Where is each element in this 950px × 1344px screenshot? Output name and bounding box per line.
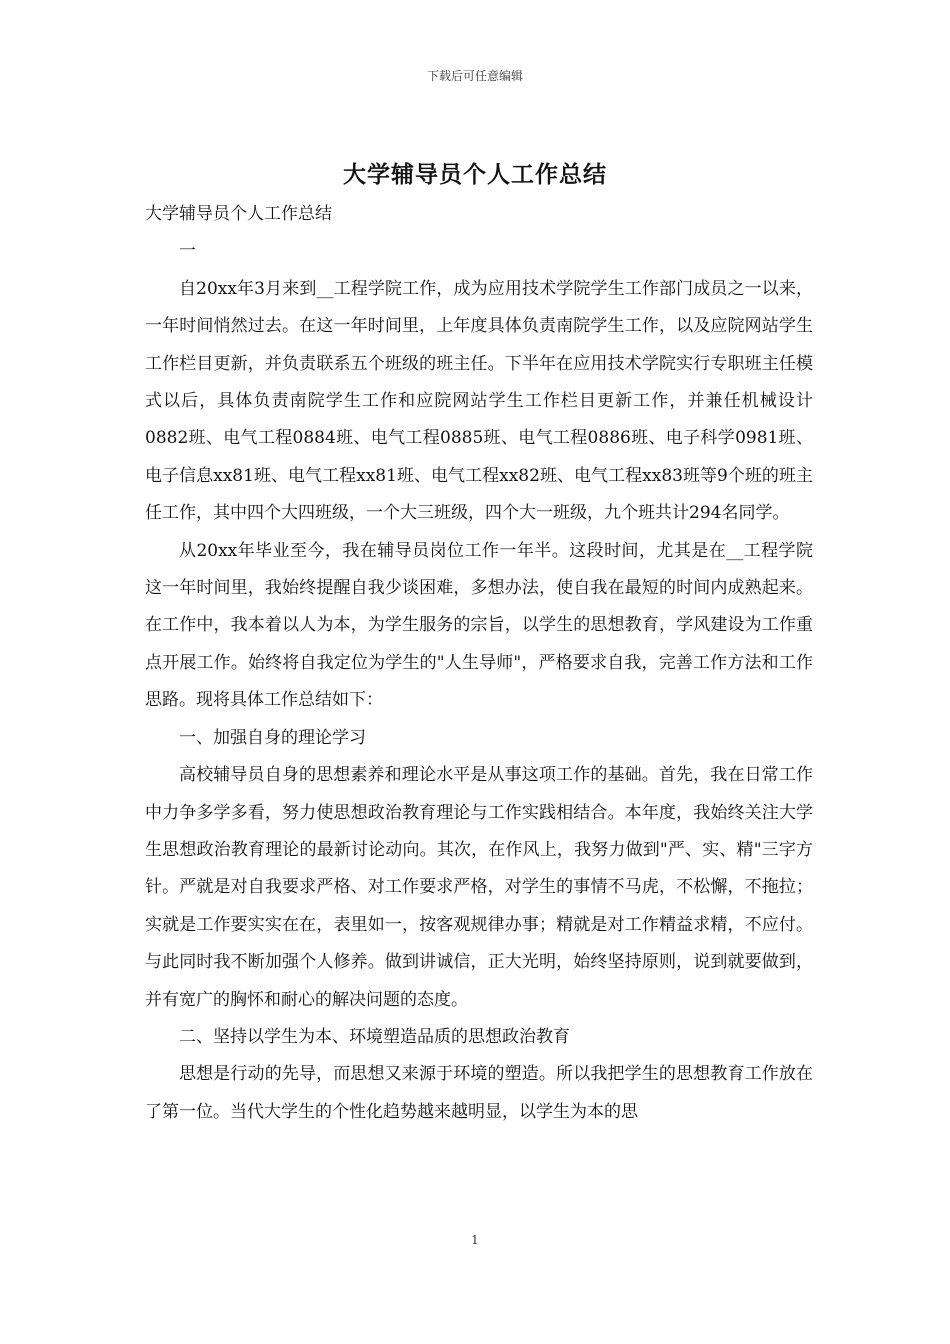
body-paragraph: 自20xx年3月来到__工程学院工作，成为应用技术学院学生工作部门成员之一以来，一年时间悄然过去。在这一年时间里，上年度具体负责南院学生工作，以及应院网站学生工作栏目更新，并负责联系五个班级的班主任。下半年在应用技术学院实行专职班主任模式以后，具体负责南院学生工作和应院网站学生工作栏目更新工作，并兼任机械设计0882班、电气工程0884班、电气工程0885班、电气工程0886班、电子科学0981班、电子信息xx81班、电气工程xx81班、电气工程xx82班、电气工程xx83班等9个班的班主任工作，其中四个大四班级，一个大三班级，四个大一班级，九个班共计294名同学。 <box>145 278 813 524</box>
section-marker: 一 <box>179 241 196 262</box>
document-title: 大学辅导员个人工作总结 <box>343 161 607 188</box>
page-header-note: 下载后可任意编辑 <box>426 69 523 83</box>
page-number: 1 <box>471 1233 479 1247</box>
body-paragraph: 高校辅导员自身的思想素养和理论水平是从事这项工作的基础。首先，我在日常工作中力争多学多看，努力使思想政治教育理论与工作实践相结合。本年度，我始终关注大学生思想政治教育理论的最新讨论动向。其次，在作风上，我努力做到"严、实、精"三字方针。严就是对自我要求严格、对工作要求严格，对学生的事情不马虎，不松懈，不拖拉；实就是工作要实实在在，表里如一，按客观规律办事；精就是对工作精益求精，不应付。与此同时我不断加强个人修养。做到讲诚信，正大光明，始终坚持原则，说到就要做到，并有宽广的胸怀和耐心的解决问题的态度。 <box>145 765 813 1010</box>
body-paragraph: 思想是行动的先导，而思想又来源于环境的塑造。所以我把学生的思想教育工作放在了第一位。当代大学生的个性化趋势越来越明显，以学生为本的思 <box>145 1064 813 1122</box>
document-body <box>145 196 813 1131</box>
document-subtitle: 大学辅导员个人工作总结 <box>145 204 332 224</box>
body-paragraph: 从20xx年毕业至今，我在辅导员岗位工作一年半。这段时间，尤其是在__工程学院这一年时间里，我始终提醒自我少谈困难，多想办法，使自我在最短的时间内成熟起来。在工作中，我本着以人为本，为学生服务的宗旨，以学生的思想教育，学风建设为工作重点开展工作。始终将自我定位为学生的"人生导师"，严格要求自我，完善工作方法和工作思路。现将具体工作总结如下： <box>145 540 813 711</box>
section-heading: 二、坚持以学生为本、环境塑造品质的思想政治教育 <box>179 1026 570 1047</box>
section-heading: 一、加强自身的理论学习 <box>179 727 366 748</box>
